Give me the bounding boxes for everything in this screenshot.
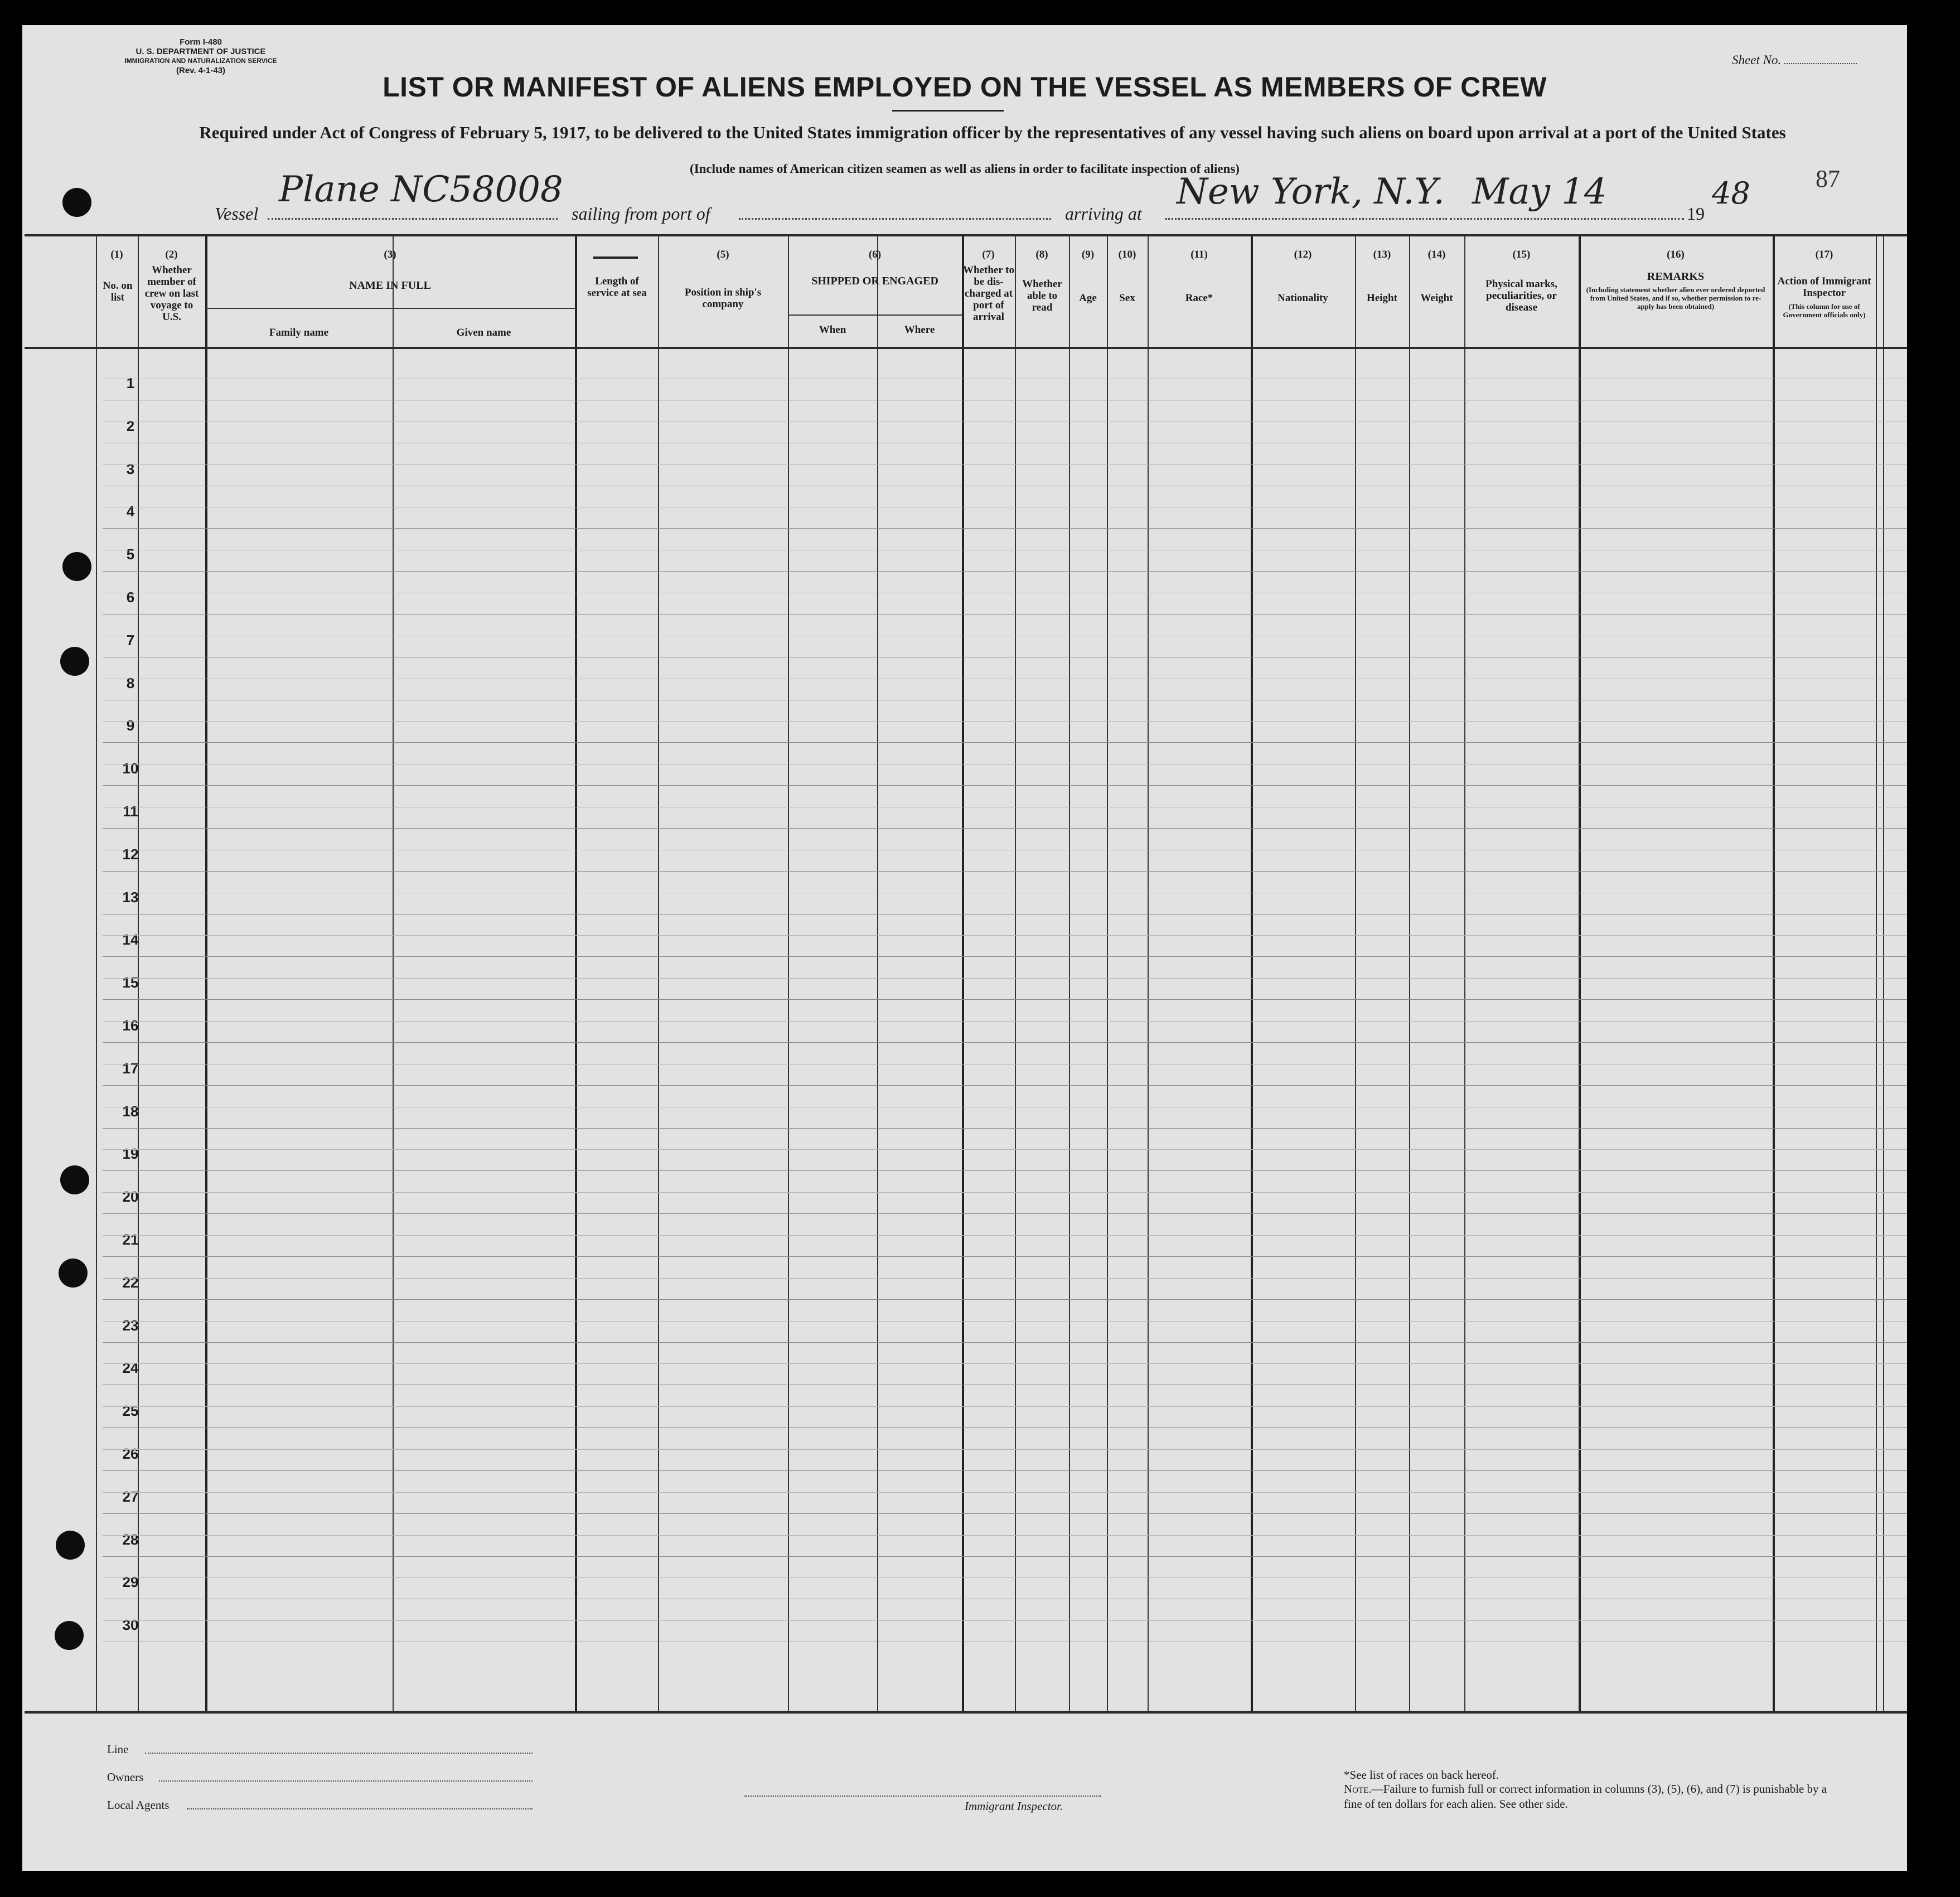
arriving-port-value: New York, N.Y. [1177, 171, 1445, 212]
sheet-number-field[interactable] [1732, 53, 1857, 67]
table-row[interactable] [103, 1299, 1907, 1300]
col-race-header: Race* [1185, 292, 1213, 304]
row-number: 29 [122, 1574, 139, 1591]
year-value: 48 [1712, 176, 1750, 211]
col-family-name-header: Family name [269, 327, 329, 338]
col-remarks-header: REMARKS [1647, 270, 1705, 283]
column-divider [205, 236, 207, 1711]
column-divider [1015, 236, 1016, 1711]
col-5-number: (5) [717, 249, 729, 260]
note-label: Note. [1344, 1782, 1372, 1796]
table-row[interactable] [103, 871, 1907, 872]
owners-field[interactable] [159, 1780, 533, 1782]
arriving-label: arriving at [1065, 204, 1142, 224]
column-divider [1876, 236, 1877, 1711]
row-number: 19 [122, 1145, 139, 1163]
table-row[interactable] [103, 1470, 1907, 1471]
table-row[interactable] [103, 1085, 1907, 1086]
col-physical-marks-header: Physical marks, peculiarities, or disease [1485, 278, 1557, 313]
col-age-header: Age [1079, 292, 1097, 304]
col-10-number: (10) [1118, 249, 1136, 260]
col-crew-last-voyage-header: Whether member of crew on last voyage to U.S. [144, 264, 199, 323]
page-title: LIST OR MANIFEST OF ALIENS EMPLOYED ON THE VESSEL AS MEMBERS OF CREW [383, 71, 1547, 103]
column-divider [575, 236, 577, 1711]
col-inspector-action-header: Action of Immigrant Inspector [1777, 275, 1871, 299]
col-no-on-list-header: No. on list [103, 280, 133, 303]
table-row[interactable] [103, 956, 1907, 957]
row-number: 12 [122, 845, 139, 863]
col-nationality-header: Nationality [1277, 292, 1328, 304]
row-number: 22 [122, 1274, 139, 1291]
table-row[interactable] [103, 528, 1907, 529]
row-guide-line [103, 1577, 1907, 1578]
column-divider [1107, 236, 1108, 1711]
row-guide-line [103, 1192, 1907, 1193]
row-guide-line [103, 1235, 1907, 1236]
table-row[interactable] [103, 1170, 1907, 1171]
row-number: 30 [122, 1617, 139, 1634]
col-where-header: Where [904, 324, 935, 336]
col-16-number: (16) [1667, 249, 1685, 260]
table-row[interactable] [103, 785, 1907, 786]
vessel-label: Vessel [215, 204, 259, 224]
row-number: 23 [122, 1317, 139, 1334]
row-number: 2 [126, 417, 135, 434]
column-divider [1355, 236, 1356, 1711]
row-number: 4 [126, 503, 135, 520]
col-name-in-full-header: NAME IN FULL [349, 279, 431, 292]
revision-date: (Rev. 4-1-43) [176, 66, 226, 75]
col-inspector-action-detail: (This column for use of Government officials only) [1783, 302, 1866, 319]
col-when-header: When [819, 324, 846, 336]
col-6-number: (6) [868, 249, 882, 260]
row-guide-line [103, 1149, 1907, 1150]
table-row[interactable] [103, 1342, 1907, 1343]
row-number: 25 [122, 1402, 139, 1420]
note-text: —Failure to furnish full or correct information in columns (3), (5), (6), and (7) is punishable by a fine of ten dollars for each alien. See other side. [1344, 1782, 1827, 1811]
column-divider [1579, 236, 1581, 1711]
line-field[interactable] [145, 1753, 533, 1754]
year-prefix: 19 [1687, 204, 1705, 224]
table-row[interactable] [103, 1427, 1907, 1428]
row-number: 6 [126, 589, 135, 606]
row-guide-line [103, 935, 1907, 936]
owners-label: Owners [107, 1770, 144, 1784]
row-number: 7 [126, 631, 135, 649]
row-guide-line [103, 1492, 1907, 1493]
column-divider [788, 236, 789, 1711]
form-identifier [95, 37, 307, 75]
row-number: 8 [126, 674, 135, 691]
row-guide-line [103, 1406, 1907, 1407]
row-guide-line [103, 1321, 1907, 1322]
inspector-signature-field[interactable] [744, 1796, 1101, 1797]
row-number: 21 [122, 1231, 139, 1248]
name-subheader-rule [205, 308, 575, 309]
table-row[interactable] [103, 1213, 1907, 1214]
row-guide-line [103, 978, 1907, 979]
column-divider [393, 236, 394, 1711]
col-sex-header: Sex [1119, 292, 1135, 304]
row-number: 10 [122, 760, 139, 777]
requirement-text: Required under Act of Congress of February 5, 1917, to be delivered to the United States immigration officer by the representatives of any vessel having such aliens on board upon arrival at a port of the United States [199, 123, 1786, 142]
row-number: 26 [122, 1445, 139, 1462]
column-divider [1464, 236, 1465, 1711]
row-number: 18 [122, 1102, 139, 1120]
col-given-name-header: Given name [456, 327, 511, 338]
local-agents-label: Local Agents [107, 1798, 170, 1812]
column-divider [1069, 236, 1070, 1711]
col-17-number: (17) [1815, 249, 1833, 260]
race-note: *See list of races on back hereof. [1344, 1768, 1499, 1782]
col-7-number: (7) [982, 249, 995, 260]
table-row[interactable] [103, 1128, 1907, 1129]
col-position-header: Position in ship's company [684, 287, 762, 310]
arrival-date-value: May 14 [1472, 171, 1607, 212]
sailing-label: sailing from port of [572, 204, 710, 224]
column-divider [877, 236, 878, 1711]
row-number: 5 [126, 546, 135, 563]
col-length-of-service-header: Length of service at sea [587, 275, 647, 299]
row-guide-line [103, 1278, 1907, 1279]
column-divider [1251, 236, 1253, 1711]
column-divider [962, 236, 964, 1711]
row-number: 13 [122, 888, 139, 906]
col-3-number: (3) [384, 249, 396, 260]
manifest-sheet [22, 25, 1907, 1871]
column-divider [1883, 236, 1884, 1711]
title-divider [892, 110, 1004, 112]
row-number: 20 [122, 1188, 139, 1206]
row-number: 14 [122, 931, 139, 948]
col-1-number: (1) [110, 249, 123, 260]
table-row[interactable] [103, 1556, 1907, 1557]
binder-hole [62, 188, 91, 217]
fine-note [1344, 1782, 1840, 1812]
table-row[interactable] [103, 1513, 1907, 1514]
line-label: Line [107, 1743, 129, 1756]
row-guide-line [103, 464, 1907, 465]
table-row[interactable] [103, 571, 1907, 572]
row-guide-line [103, 1535, 1907, 1536]
row-number: 27 [122, 1488, 139, 1505]
column-divider [1148, 236, 1149, 1711]
inspector-label: Immigrant Inspector. [965, 1799, 1063, 1813]
row-number: 17 [122, 1059, 139, 1077]
table-row[interactable] [103, 1042, 1907, 1043]
col-remarks-detail: (Including statement whether alien ever ordered deported from United States, and if so, whether permission to re-apply has been obtained) [1586, 285, 1765, 311]
row-number: 3 [126, 460, 135, 477]
row-guide-line [103, 1449, 1907, 1450]
column-divider [1773, 236, 1775, 1711]
col-2-number: (2) [165, 249, 178, 260]
col-9-number: (9) [1081, 249, 1095, 260]
row-guide-line [103, 1620, 1907, 1621]
row-number: 15 [122, 974, 139, 991]
col-11-number: (11) [1190, 249, 1208, 260]
col-15-number: (15) [1512, 249, 1531, 260]
vessel-value: Plane NC58008 [279, 169, 563, 210]
column-divider [1409, 236, 1410, 1711]
length-mark [593, 257, 638, 259]
col-shipped-engaged-header: SHIPPED OR ENGAGED [811, 275, 938, 287]
col-able-to-read-header: Whether able to read [1022, 278, 1062, 313]
column-divider [96, 236, 97, 1711]
form-number: Form I-480 [180, 37, 222, 47]
table-row[interactable] [103, 999, 1907, 1000]
crew-manifest-table [25, 234, 1907, 1714]
table-row[interactable] [103, 1256, 1907, 1257]
row-guide-line [103, 1021, 1907, 1022]
page-number: 87 [1816, 165, 1840, 192]
shipped-subheader-rule [788, 314, 962, 316]
col-height-header: Height [1367, 292, 1397, 304]
department-name: U. S. DEPARTMENT OF JUSTICE [135, 47, 266, 56]
col-13-number: (13) [1373, 249, 1391, 260]
col-8-number: (8) [1035, 249, 1048, 260]
row-number: 24 [122, 1359, 139, 1377]
header-separator [25, 347, 1907, 349]
col-14-number: (14) [1427, 249, 1446, 260]
sheet-number-label: Sheet No. [1732, 53, 1782, 67]
table-row[interactable] [103, 742, 1907, 743]
column-divider [658, 236, 659, 1711]
local-agents-field[interactable] [187, 1808, 533, 1809]
row-number: 9 [126, 717, 135, 734]
col-12-number: (12) [1294, 249, 1312, 260]
service-name: IMMIGRATION AND NATURALIZATION SERVICE [124, 57, 277, 65]
row-guide-line [103, 721, 1907, 722]
row-number: 11 [123, 803, 138, 820]
include-note: (Include names of American citizen seamen as well as aliens in order to facilitate inspection of aliens) [690, 162, 1240, 176]
table-row[interactable] [103, 828, 1907, 829]
row-number: 16 [122, 1017, 139, 1034]
row-number: 28 [122, 1531, 139, 1548]
row-number: 1 [126, 375, 135, 391]
col-weight-header: Weight [1420, 292, 1453, 304]
sailing-port-field[interactable] [739, 197, 1051, 220]
col-discharged-header: Whether to be dis-charged at port of arrival [963, 264, 1014, 323]
row-guide-line [103, 1363, 1907, 1364]
